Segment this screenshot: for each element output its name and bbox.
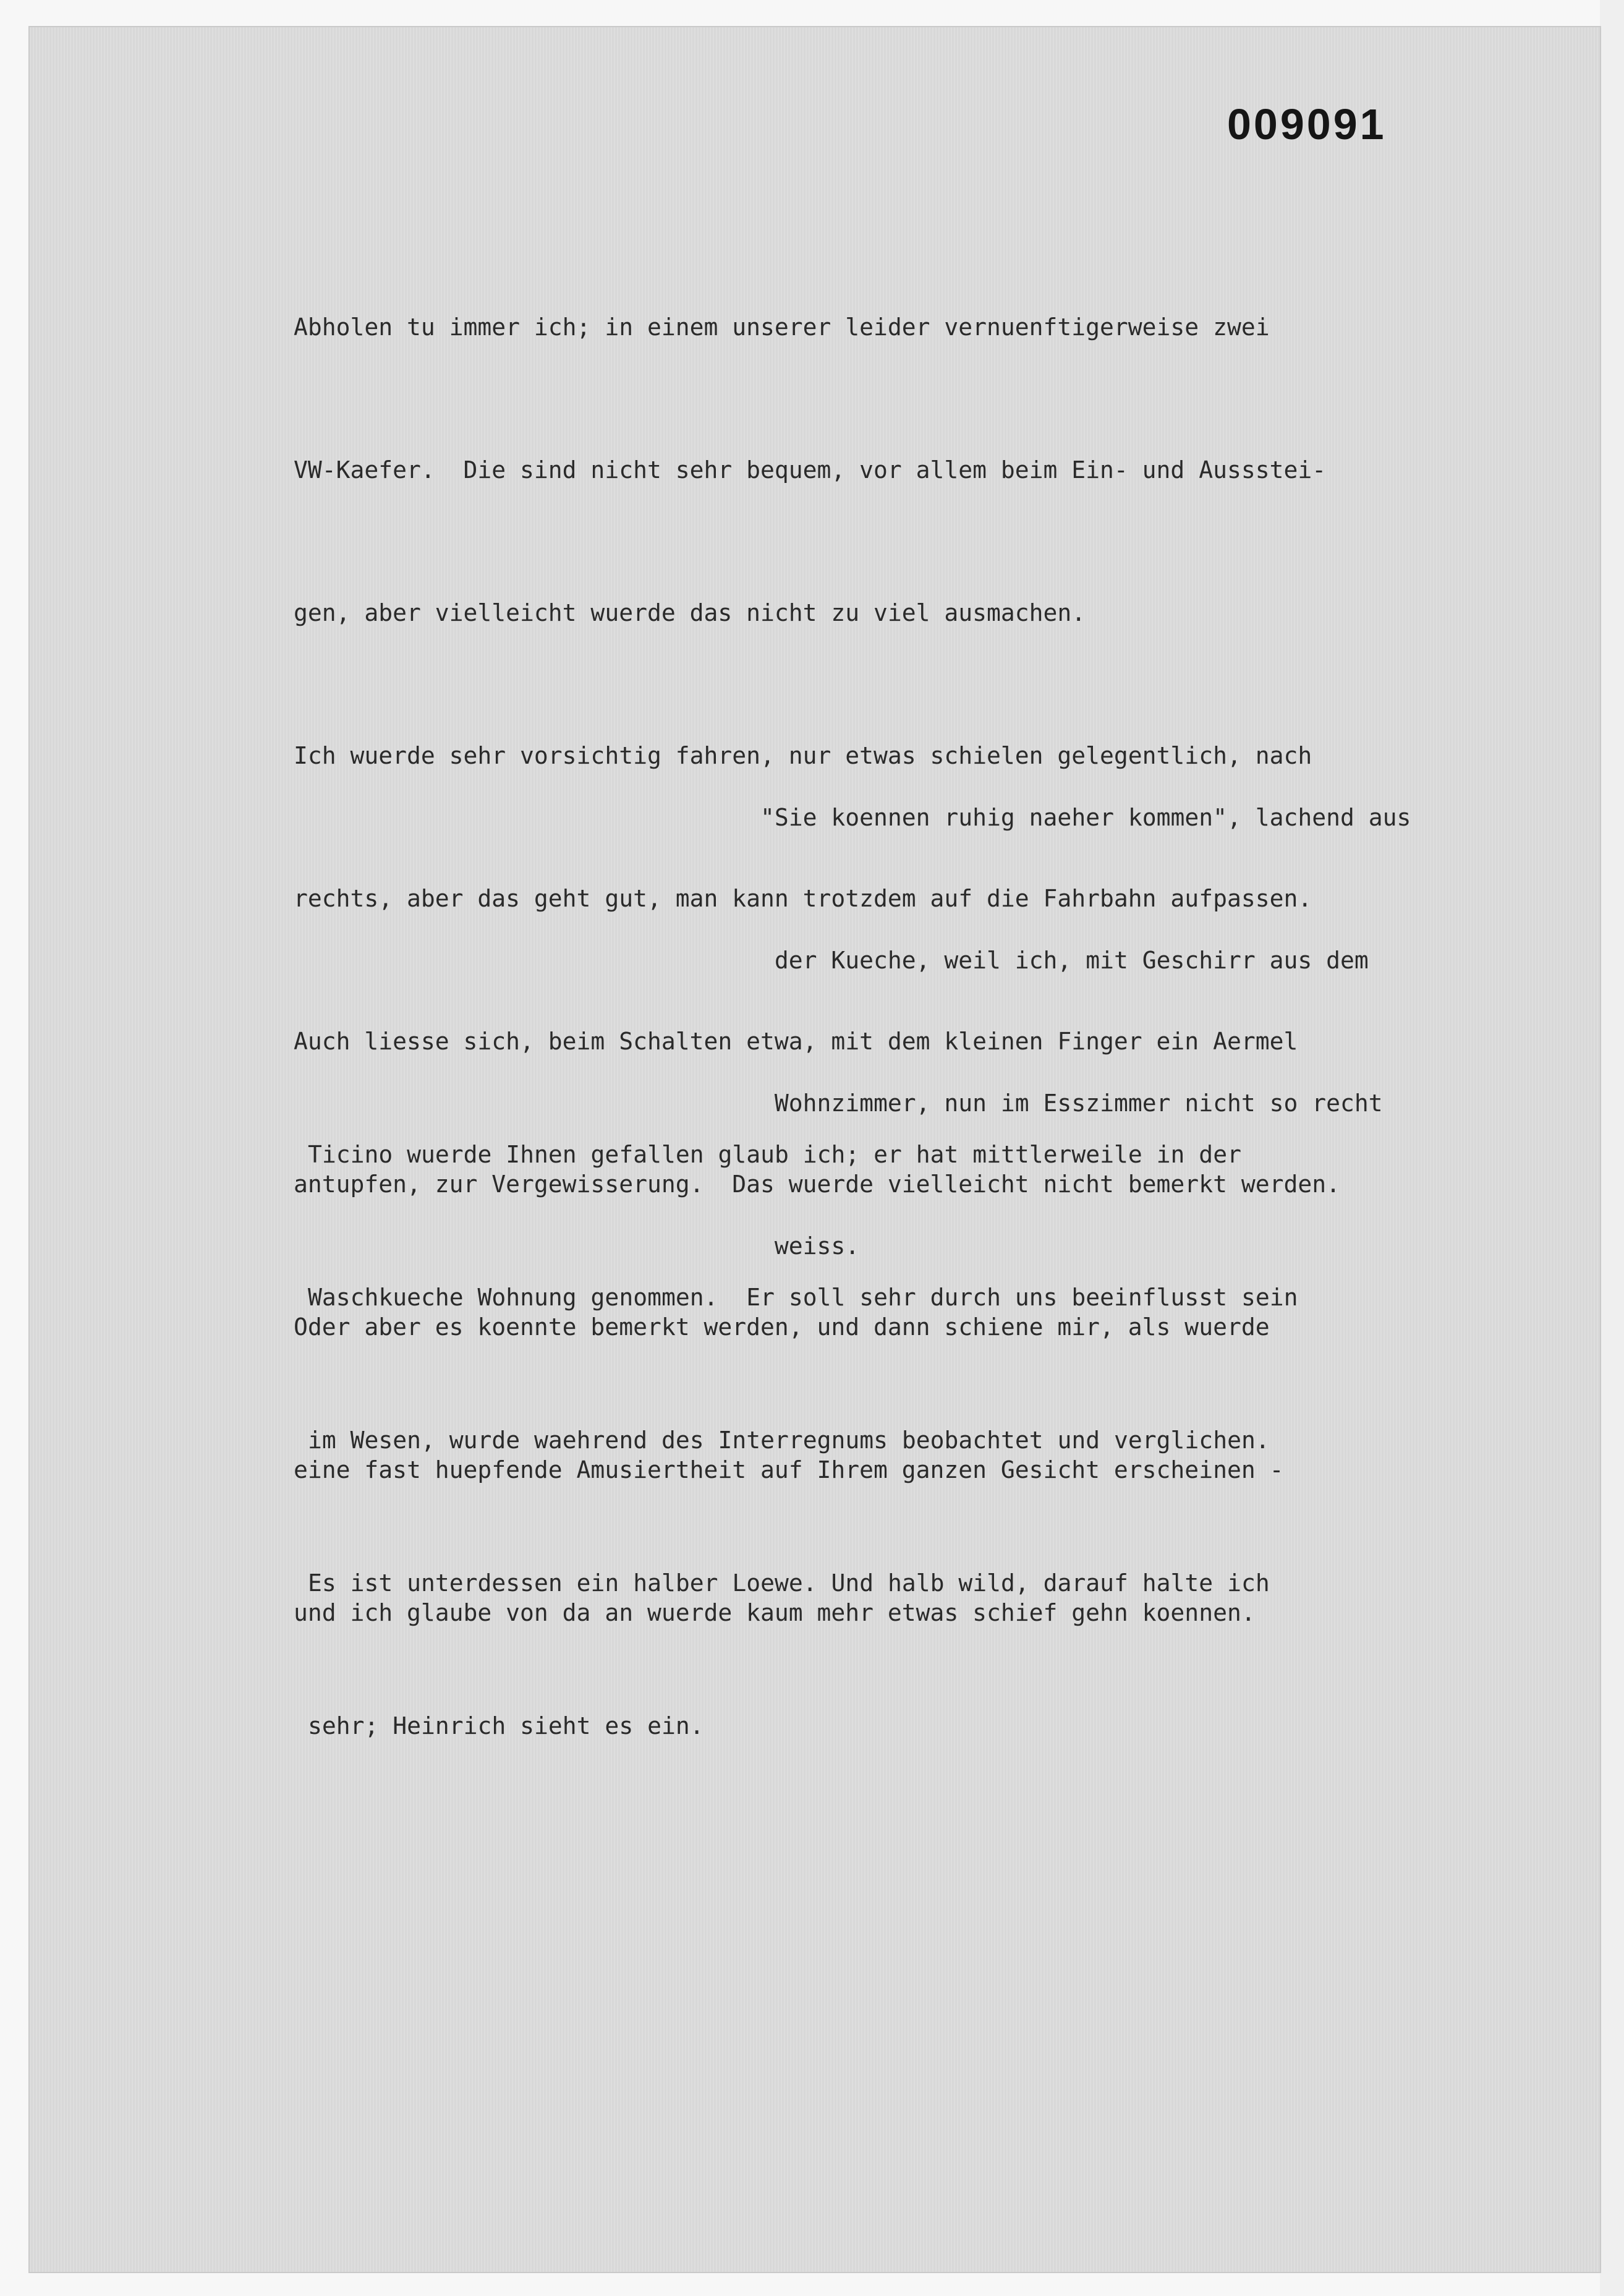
text-line: gen, aber vielleicht wuerde das nicht zu viel ausmachen. <box>294 599 1086 626</box>
text-line: weiss. <box>760 1232 860 1260</box>
text-line: Wohnzimmer, nun im Esszimmer nicht so recht <box>760 1090 1383 1117</box>
text-line: rechts, aber das geht gut, man kann trotzdem auf die Fahrbahn aufpassen. <box>294 885 1312 912</box>
text-line: Oder aber es koennte bemerkt werden, und dann schiene mir, als wuerde <box>294 1313 1270 1341</box>
scan-edge <box>1600 0 1624 2296</box>
text-line: Auch liesse sich, beim Schalten etwa, mit dem kleinen Finger ein Aermel <box>294 1028 1298 1055</box>
page-number: 009091 <box>1227 100 1387 148</box>
text-line: Es ist unterdessen ein halber Loewe. Und halb wild, darauf halte ich <box>308 1569 1270 1597</box>
text-line: "Sie koennen ruhig naeher kommen", lachend aus <box>760 804 1411 831</box>
text-line: eine fast huepfende Amusiertheit auf Ihrem ganzen Gesicht erscheinen - <box>294 1456 1284 1483</box>
text-line: im Wesen, wurde waehrend des Interregnums beobachtet und verglichen. <box>308 1427 1270 1454</box>
text-line: Ich wuerde sehr vorsichtig fahren, nur etwas schielen gelegentlich, nach <box>294 742 1312 769</box>
text-line: der Kueche, weil ich, mit Geschirr aus dem <box>760 947 1369 974</box>
text-line: Abholen tu immer ich; in einem unserer leider vernuenftigerweise zwei <box>294 314 1270 341</box>
text-line: Waschkueche Wohnung genommen. Er soll sehr durch uns beeinflusst sein <box>308 1284 1298 1311</box>
text-line: Ticino wuerde Ihnen gefallen glaub ich; er hat mittlerweile in der <box>308 1141 1241 1168</box>
text-line: und ich glaube von da an wuerde kaum mehr etwas schief gehn koennen. <box>294 1599 1256 1626</box>
text-line: antupfen, zur Vergewisserung. Das wuerde vielleicht nicht bemerkt werden. <box>294 1171 1340 1198</box>
text-line: VW-Kaefer. Die sind nicht sehr bequem, vor allem beim Ein- und Aussstei- <box>294 456 1327 484</box>
text-line: sehr; Heinrich sieht es ein. <box>308 1712 704 1739</box>
paragraph-2 <box>308 1036 1298 1798</box>
